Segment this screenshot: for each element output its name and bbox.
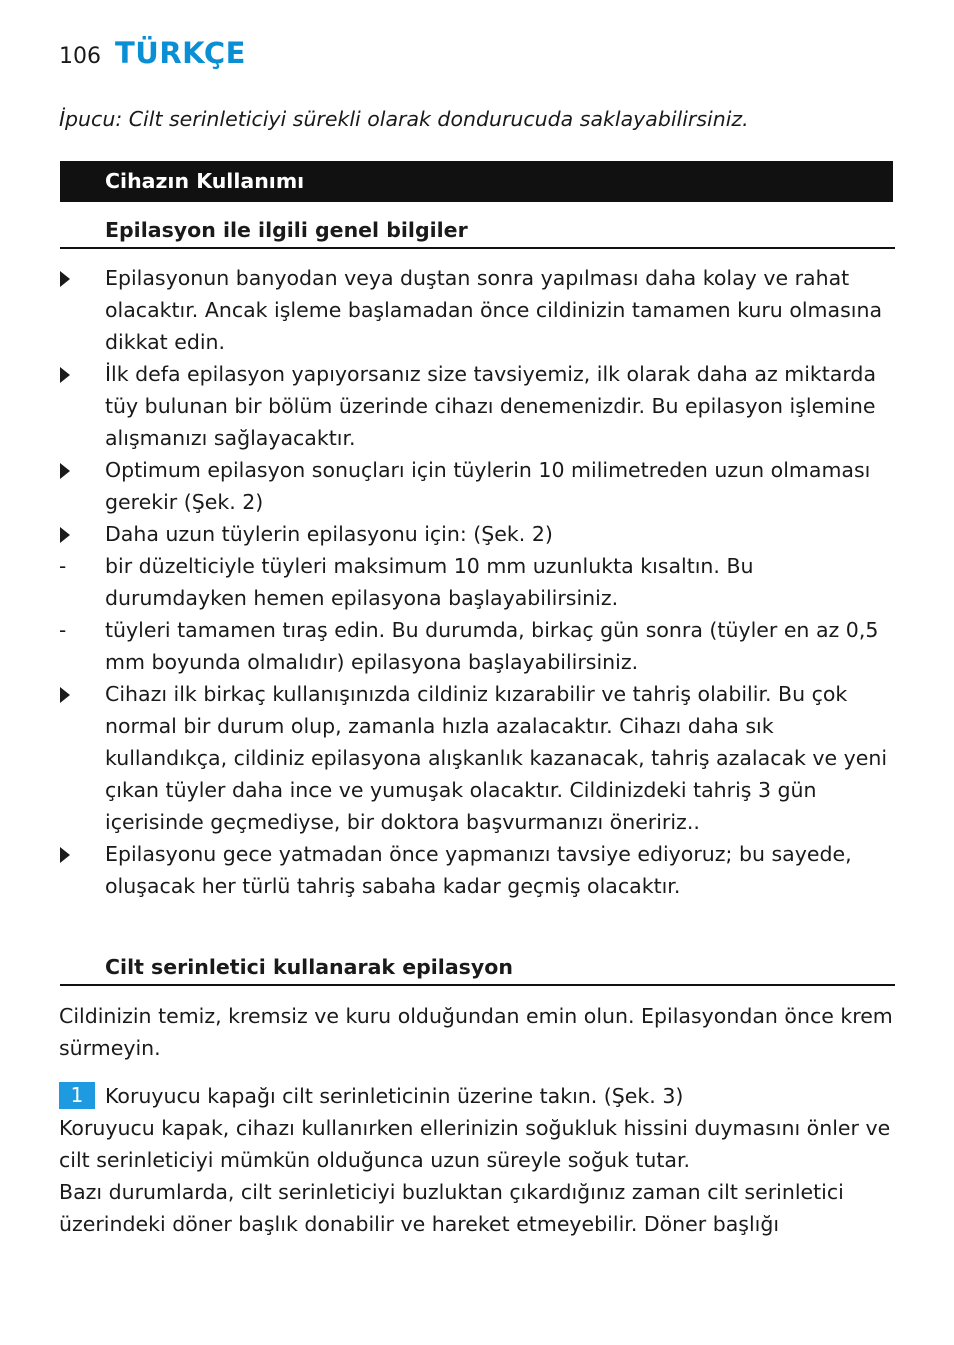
bullet-marker-icon (59, 838, 89, 870)
list-item-text: bir düzelticiyle tüyleri maksimum 10 mm uzunlukta kısaltın. Bu durumdayken hemen epilasyona başlayabilirsiniz. (105, 554, 754, 610)
step-text: Koruyucu kapağı cilt serinleticinin üzerine takın. (Şek. 3) (105, 1084, 684, 1108)
list-item (59, 262, 899, 358)
subsection-heading-general: Epilasyon ile ilgili genel bilgiler (60, 215, 895, 249)
list-item-text: İlk defa epilasyon yapıyorsanız size tavsiyemiz, ilk olarak daha az miktarda tüy bulunan bir bölüm üzerinde cihazı denemenizdir. Bu epilasyon işlemine alışmanızı sağlayacaktır. (105, 362, 877, 450)
language-title: TÜRKÇE (115, 36, 246, 70)
step-paragraph: Bazı durumlarda, cilt serinleticiyi buzluktan çıkardığınız zaman cilt serinletici üzerindeki döner başlık donabilir ve hareket etmeyebilir. Döner başlığı (59, 1180, 844, 1236)
list-item (59, 518, 899, 550)
list-item-text: Optimum epilasyon sonuçları için tüylerin 10 milimetreden uzun olmaması gerekir (Şek. 2) (105, 458, 871, 514)
list-item-text: Cihazı ilk birkaç kullanışınızda cildiniz kızarabilir ve tahriş olabilir. Bu çok normal bir durum olup, zamanla hızla azalacaktır. Cihazı daha sık kullandıkça, cildiniz epilasyona alışkanlık kazanacak, tahriş azalacak ve yeni çıkan tüyler daha ince ve yumuşak olacaktır. Cildinizdeki tahriş 3 gün içerisinde geçmediyse, bir doktora başvurmanızı öneririz.. (105, 682, 888, 834)
list-item (59, 838, 899, 902)
list-item-text: Daha uzun tüylerin epilasyonu için: (Şek. 2) (105, 522, 553, 546)
step-number-badge: 1 (59, 1082, 95, 1109)
subsection-heading-cooler: Cilt serinletici kullanarak epilasyon (60, 952, 895, 986)
page-number: 106 (59, 44, 101, 69)
bullet-list (59, 262, 899, 902)
list-item-text: Epilasyonun banyodan veya duştan sonra yapılması daha kolay ve rahat olacaktır. Ancak işleme başlamadan önce cildinizin tamamen kuru olmasına dikkat edin. (105, 266, 883, 354)
bullet-marker-icon (59, 678, 89, 710)
list-item-text: tüyleri tamamen tıraş edin. Bu durumda, birkaç gün sonra (tüyler en az 0,5 mm boyunda olmalıdır) epilasyona başlayabilirsiniz. (105, 618, 879, 674)
page-header (59, 36, 246, 72)
list-item (59, 550, 899, 614)
section-heading: Cihazın Kullanımı (60, 161, 893, 202)
step-description (59, 1112, 899, 1240)
bullet-marker-icon (59, 518, 89, 550)
step-1 (59, 1080, 895, 1112)
list-item-text: Epilasyonu gece yatmadan önce yapmanızı tavsiye ediyoruz; bu sayede, oluşacak her türlü tahriş sabaha kadar geçmiş olacaktır. (105, 842, 852, 898)
list-item (59, 358, 899, 454)
intro-paragraph: Cildinizin temiz, kremsiz ve kuru olduğundan emin olun. Epilasyondan önce krem sürmeyin. (59, 1004, 893, 1060)
tip-text: İpucu: Cilt serinleticiyi sürekli olarak dondurucuda saklayabilirsiniz. (59, 107, 749, 131)
bullet-marker-icon (59, 454, 89, 486)
list-item (59, 454, 899, 518)
list-item (59, 678, 899, 838)
bullet-marker-icon (59, 358, 89, 390)
dash-marker-icon: - (59, 618, 67, 642)
bullet-marker-icon (59, 262, 89, 294)
step-paragraph: Koruyucu kapak, cihazı kullanırken ellerinizin soğukluk hissini duymasını önler ve cilt serinleticiyi mümkün olduğunca uzun süreyle soğuk tutar. (59, 1116, 891, 1172)
list-item (59, 614, 899, 678)
dash-marker-icon: - (59, 554, 67, 578)
